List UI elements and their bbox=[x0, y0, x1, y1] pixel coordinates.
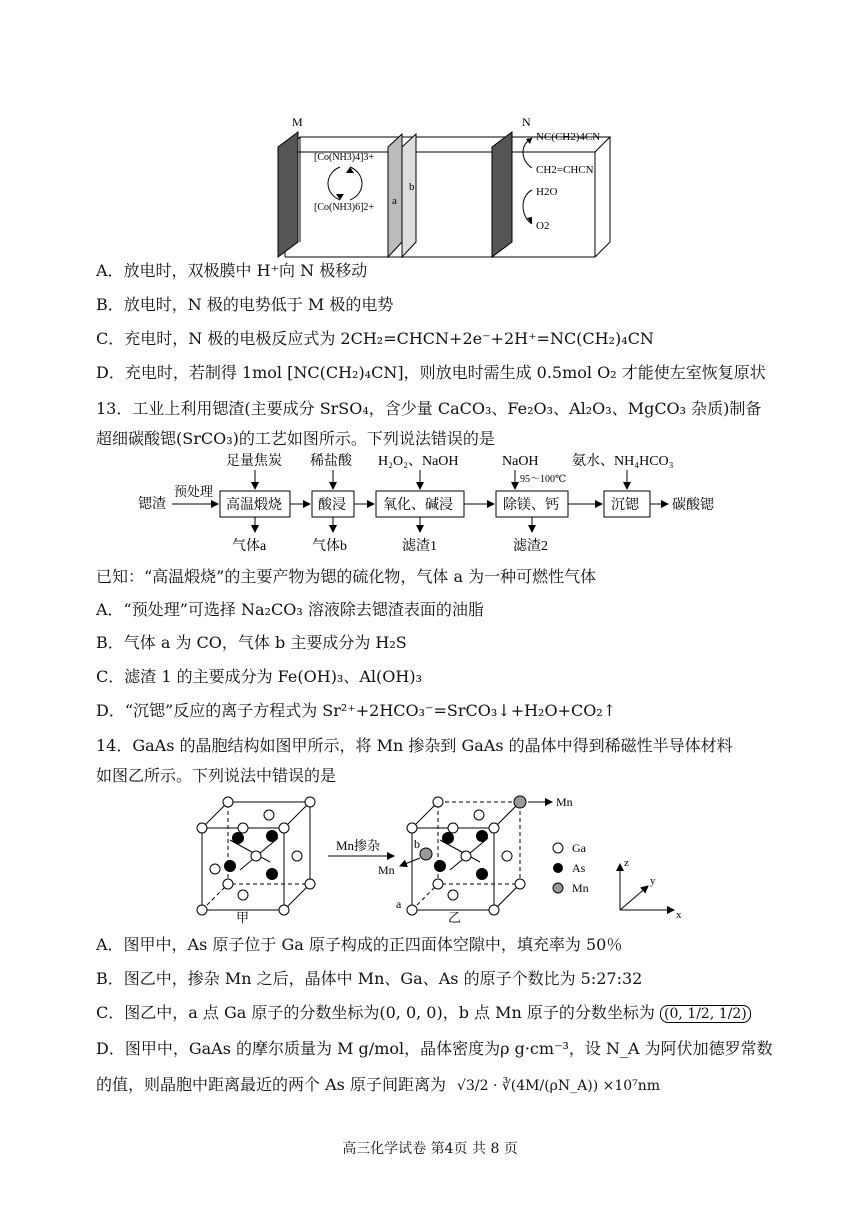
prod-top: NC(CH2)4CN bbox=[536, 131, 601, 143]
process-flowchart bbox=[130, 450, 770, 560]
q13-option-b: B．气体 a 为 CO，气体 b 主要成分为 H₂S bbox=[96, 633, 407, 652]
complex-top: [Co(NH3)4]3+ bbox=[314, 152, 375, 163]
flow-in3: H₂O₂、NaOH bbox=[378, 454, 459, 469]
q14-option-d-formula: √3/2 · ∛(4M/(ρN_A)) ×10⁷nm bbox=[457, 1078, 661, 1094]
flow-out1: 气体a bbox=[232, 539, 267, 554]
legend-mn: Mn bbox=[572, 881, 589, 895]
flow-box4: 除镁、钙 bbox=[503, 498, 559, 513]
q13-option-c: C．滤渣 1 的主要成分为 Fe(OH)₃、Al(OH)₃ bbox=[96, 667, 422, 686]
q14-option-d-line2 bbox=[96, 1074, 660, 1097]
react-bottom: H2O bbox=[536, 186, 558, 198]
page-footer: 高三化学试卷 第4页 共 8 页 bbox=[342, 1141, 518, 1157]
q14-option-c bbox=[96, 1002, 751, 1025]
flow-box3: 氧化、碱浸 bbox=[383, 498, 453, 513]
flow-pre: 预处理 bbox=[174, 484, 214, 499]
flow-in1: 足量焦炭 bbox=[226, 454, 282, 469]
q14-stem-line2: 如图乙所示。下列说法中错误的是 bbox=[96, 766, 337, 785]
q14-option-c-text: C．图乙中，a 点 Ga 原子的分数坐标为(0, 0, 0)，b 点 Mn 原子的分数坐标为 bbox=[96, 1003, 655, 1022]
label-a: a bbox=[396, 897, 402, 911]
crystal-figure bbox=[190, 790, 700, 924]
axis-z: z bbox=[624, 857, 629, 869]
prod-bottom: O2 bbox=[536, 220, 550, 232]
legend-ga: Ga bbox=[572, 841, 586, 855]
flow-in5: 氨水、NH₄HCO₃ bbox=[572, 454, 674, 469]
membrane-b: b bbox=[409, 181, 415, 193]
q13-option-a: A．“预处理”可选择 Na₂CO₃ 溶液除去锶渣表面的油脂 bbox=[96, 600, 484, 619]
q12-option-a: A．放电时，双极膜中 H⁺向 N 极移动 bbox=[96, 261, 368, 280]
q14-option-d-line1: D．图甲中，GaAs 的摩尔质量为 M g/mol，晶体密度为ρ g·cm⁻³，设 N_A 为阿伏加德罗常数 bbox=[96, 1039, 773, 1058]
react-top: CH2=CHCN bbox=[536, 164, 594, 176]
q13-known: 已知：“高温煅烧”的主要产物为锶的硫化物，气体 a 为一种可燃性气体 bbox=[96, 567, 597, 586]
q14-option-a: A．图甲中，As 原子位于 Ga 原子构成的正四面体空隙中，填充率为 50％ bbox=[96, 935, 623, 954]
flow-start: 锶渣 bbox=[138, 497, 166, 512]
flow-temp4: 95～100℃ bbox=[520, 474, 567, 485]
q12-option-c: C．充电时，N 极的电极反应式为 2CH₂=CHCN+2e⁻+2H⁺=NC(CH₂)₄CN bbox=[96, 329, 654, 348]
flow-out2: 气体b bbox=[312, 539, 347, 554]
label-b: b bbox=[414, 837, 420, 851]
label-arrow: Mn掺杂 bbox=[336, 838, 381, 853]
q14-option-c-coord: (0, 1/2, 1/2) bbox=[660, 1005, 751, 1023]
label-mn-left: Mn bbox=[378, 863, 395, 877]
membrane-a: a bbox=[392, 195, 397, 207]
legend-as: As bbox=[572, 861, 586, 875]
flow-box1: 高温煅烧 bbox=[226, 498, 282, 513]
cell-diagram bbox=[270, 112, 650, 262]
flow-in4: NaOH bbox=[502, 454, 539, 469]
flow-box2: 酸浸 bbox=[318, 498, 346, 513]
q14-stem-line1: 14．GaAs 的晶胞结构如图甲所示，将 Mn 掺杂到 GaAs 的晶体中得到稀磁性半导体材料 bbox=[96, 736, 733, 755]
label-mn-top: Mn bbox=[556, 795, 573, 809]
flow-out4: 滤渣2 bbox=[513, 539, 548, 554]
label-yi: 乙 bbox=[448, 910, 462, 924]
complex-bottom: [Co(NH3)6]2+ bbox=[314, 202, 375, 213]
flow-end: 碳酸锶 bbox=[672, 498, 714, 513]
cell-label-n: N bbox=[522, 115, 531, 129]
q14-option-b: B．图乙中，掺杂 Mn 之后，晶体中 Mn、Ga、As 的原子个数比为 5:27:32 bbox=[96, 969, 643, 988]
q12-option-d: D．充电时，若制得 1mol [NC(CH₂)₄CN]，则放电时需生成 0.5mol O₂ 才能使左室恢复原状 bbox=[96, 363, 766, 382]
q12-option-b: B．放电时，N 极的电势低于 M 极的电势 bbox=[96, 295, 394, 314]
q13-stem-line2: 超细碳酸锶(SrCO₃)的工艺如图所示。下列说法错误的是 bbox=[96, 429, 495, 448]
label-jia: 甲 bbox=[236, 910, 250, 924]
axis-y: y bbox=[650, 875, 656, 887]
axis-x: x bbox=[676, 909, 682, 921]
flow-out3: 滤渣1 bbox=[402, 539, 437, 554]
flow-in2: 稀盐酸 bbox=[310, 454, 352, 469]
flow-box5: 沉锶 bbox=[611, 498, 639, 513]
q13-stem-line1: 13．工业上利用锶渣(主要成分 SrSO₄，含少量 CaCO₃、Fe₂O₃、Al₂O₃、MgCO₃ 杂质)制备 bbox=[96, 399, 762, 418]
q13-option-d: D．“沉锶”反应的离子方程式为 Sr²⁺+2HCO₃⁻=SrCO₃↓+H₂O+CO₂↑ bbox=[96, 701, 617, 720]
cell-label-m: M bbox=[292, 115, 303, 129]
q14-option-d-text: 的值，则晶胞中距离最近的两个 As 原子间距离为 bbox=[96, 1075, 446, 1094]
